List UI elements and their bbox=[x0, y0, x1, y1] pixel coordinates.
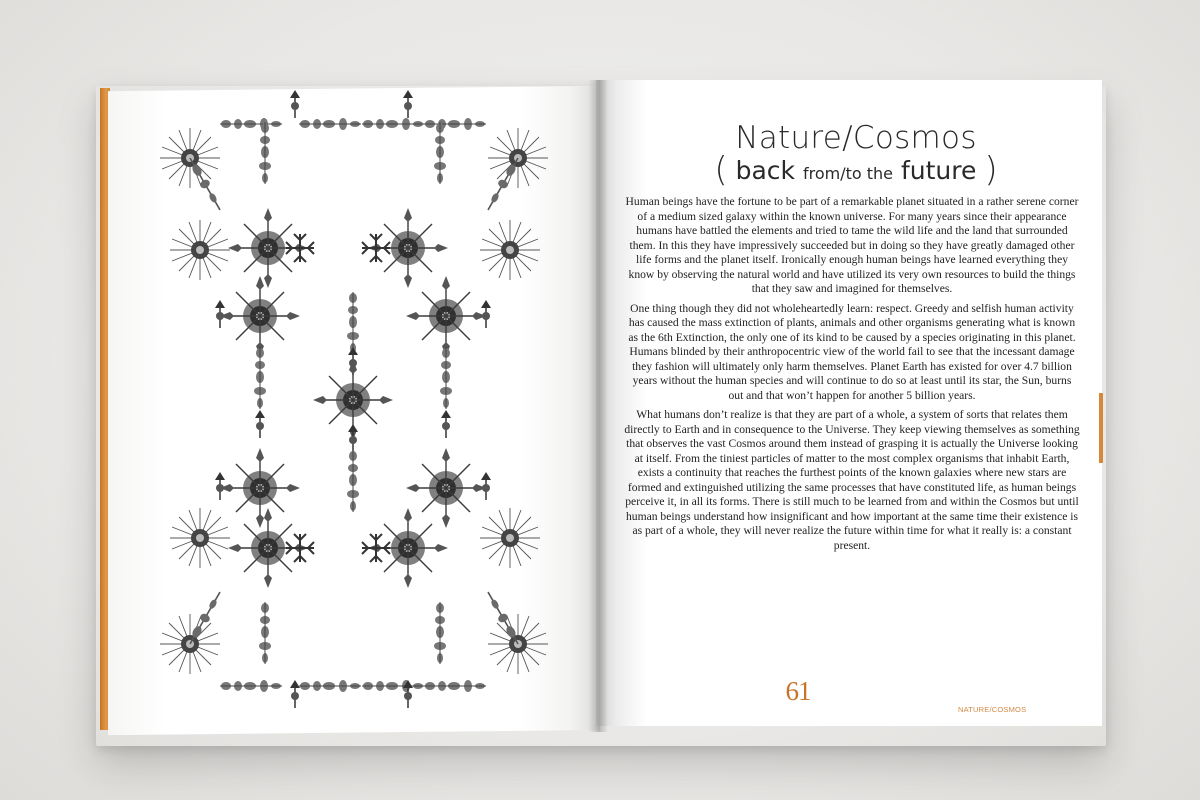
right-cover-edge bbox=[1099, 393, 1103, 463]
paragraph: One thing though they did not wholeheartedly learn: respect. Greedy and selfish human activity has caused the mass extinction of plants, animals and other organisms generating what is known as the 6th Extinction, the only one of its kind to be caused by a species originating in this planet. Humans blinded by their anthropocentric view of the world fail to see that the incessant damage they fashion will ultimately only harm themselves. Planet Earth has existed for over 4.7 billion years without the human species and will continue to do so at least until its star, the Sun, burns out and that won’t happen for another 5 billion years. bbox=[628, 301, 1076, 402]
page-number: 61 bbox=[785, 676, 811, 706]
subtitle-word-fromto: from/to the bbox=[802, 164, 894, 183]
article-body bbox=[624, 195, 1080, 558]
subtitle-word-back: back bbox=[735, 156, 796, 185]
subtitle-word-future: future bbox=[900, 156, 977, 185]
subtitle-open-paren: ( bbox=[714, 150, 728, 190]
mandala-ornament-icon bbox=[160, 88, 550, 708]
subtitle-close-paren: ) bbox=[984, 150, 998, 190]
article-title: Nature/Cosmos bbox=[735, 120, 977, 156]
running-head: NATURE/COSMOS bbox=[958, 705, 1027, 714]
paragraph: What humans don’t realize is that they are part of a whole, a system of sorts that relates them directly to Earth and in consequence to the Universe. They keep viewing themselves as something that observes the vast Cosmos around them instead of grasping it is actually the Universe looking at itself. From the tiniest particles of matter to the most complex organisms that inhabit Earth, exists a continuity that reaches the furthest points of the known galaxies where new stars are formed and extinguished utilizing the same processes that have constituted life, as human beings perceive it, in all its forms. There is still much to be learned from and within the Cosmos but until human beings understand how insignificant and how important at the same time their existence is as part of a whole, they will never realize the future within time for what it really is: a constant present. bbox=[624, 408, 1080, 552]
paragraph: Human beings have the fortune to be part of a remarkable planet situated in a rather serene corner of a medium sized galaxy within the known universe. For many years since their appearance humans have battled the elements and tried to tame the wild life and the land that surrounded them. In this they have impressively succeeded but in doing so they have greatly damaged other life forms and the planet itself. Ironically enough human beings have learned everything they know by observing the natural world and have utilized its very own resources to build the things that they saw and imagined for themselves. bbox=[625, 195, 1079, 295]
page-gutter bbox=[588, 80, 608, 732]
article-subtitle bbox=[696, 150, 1016, 190]
